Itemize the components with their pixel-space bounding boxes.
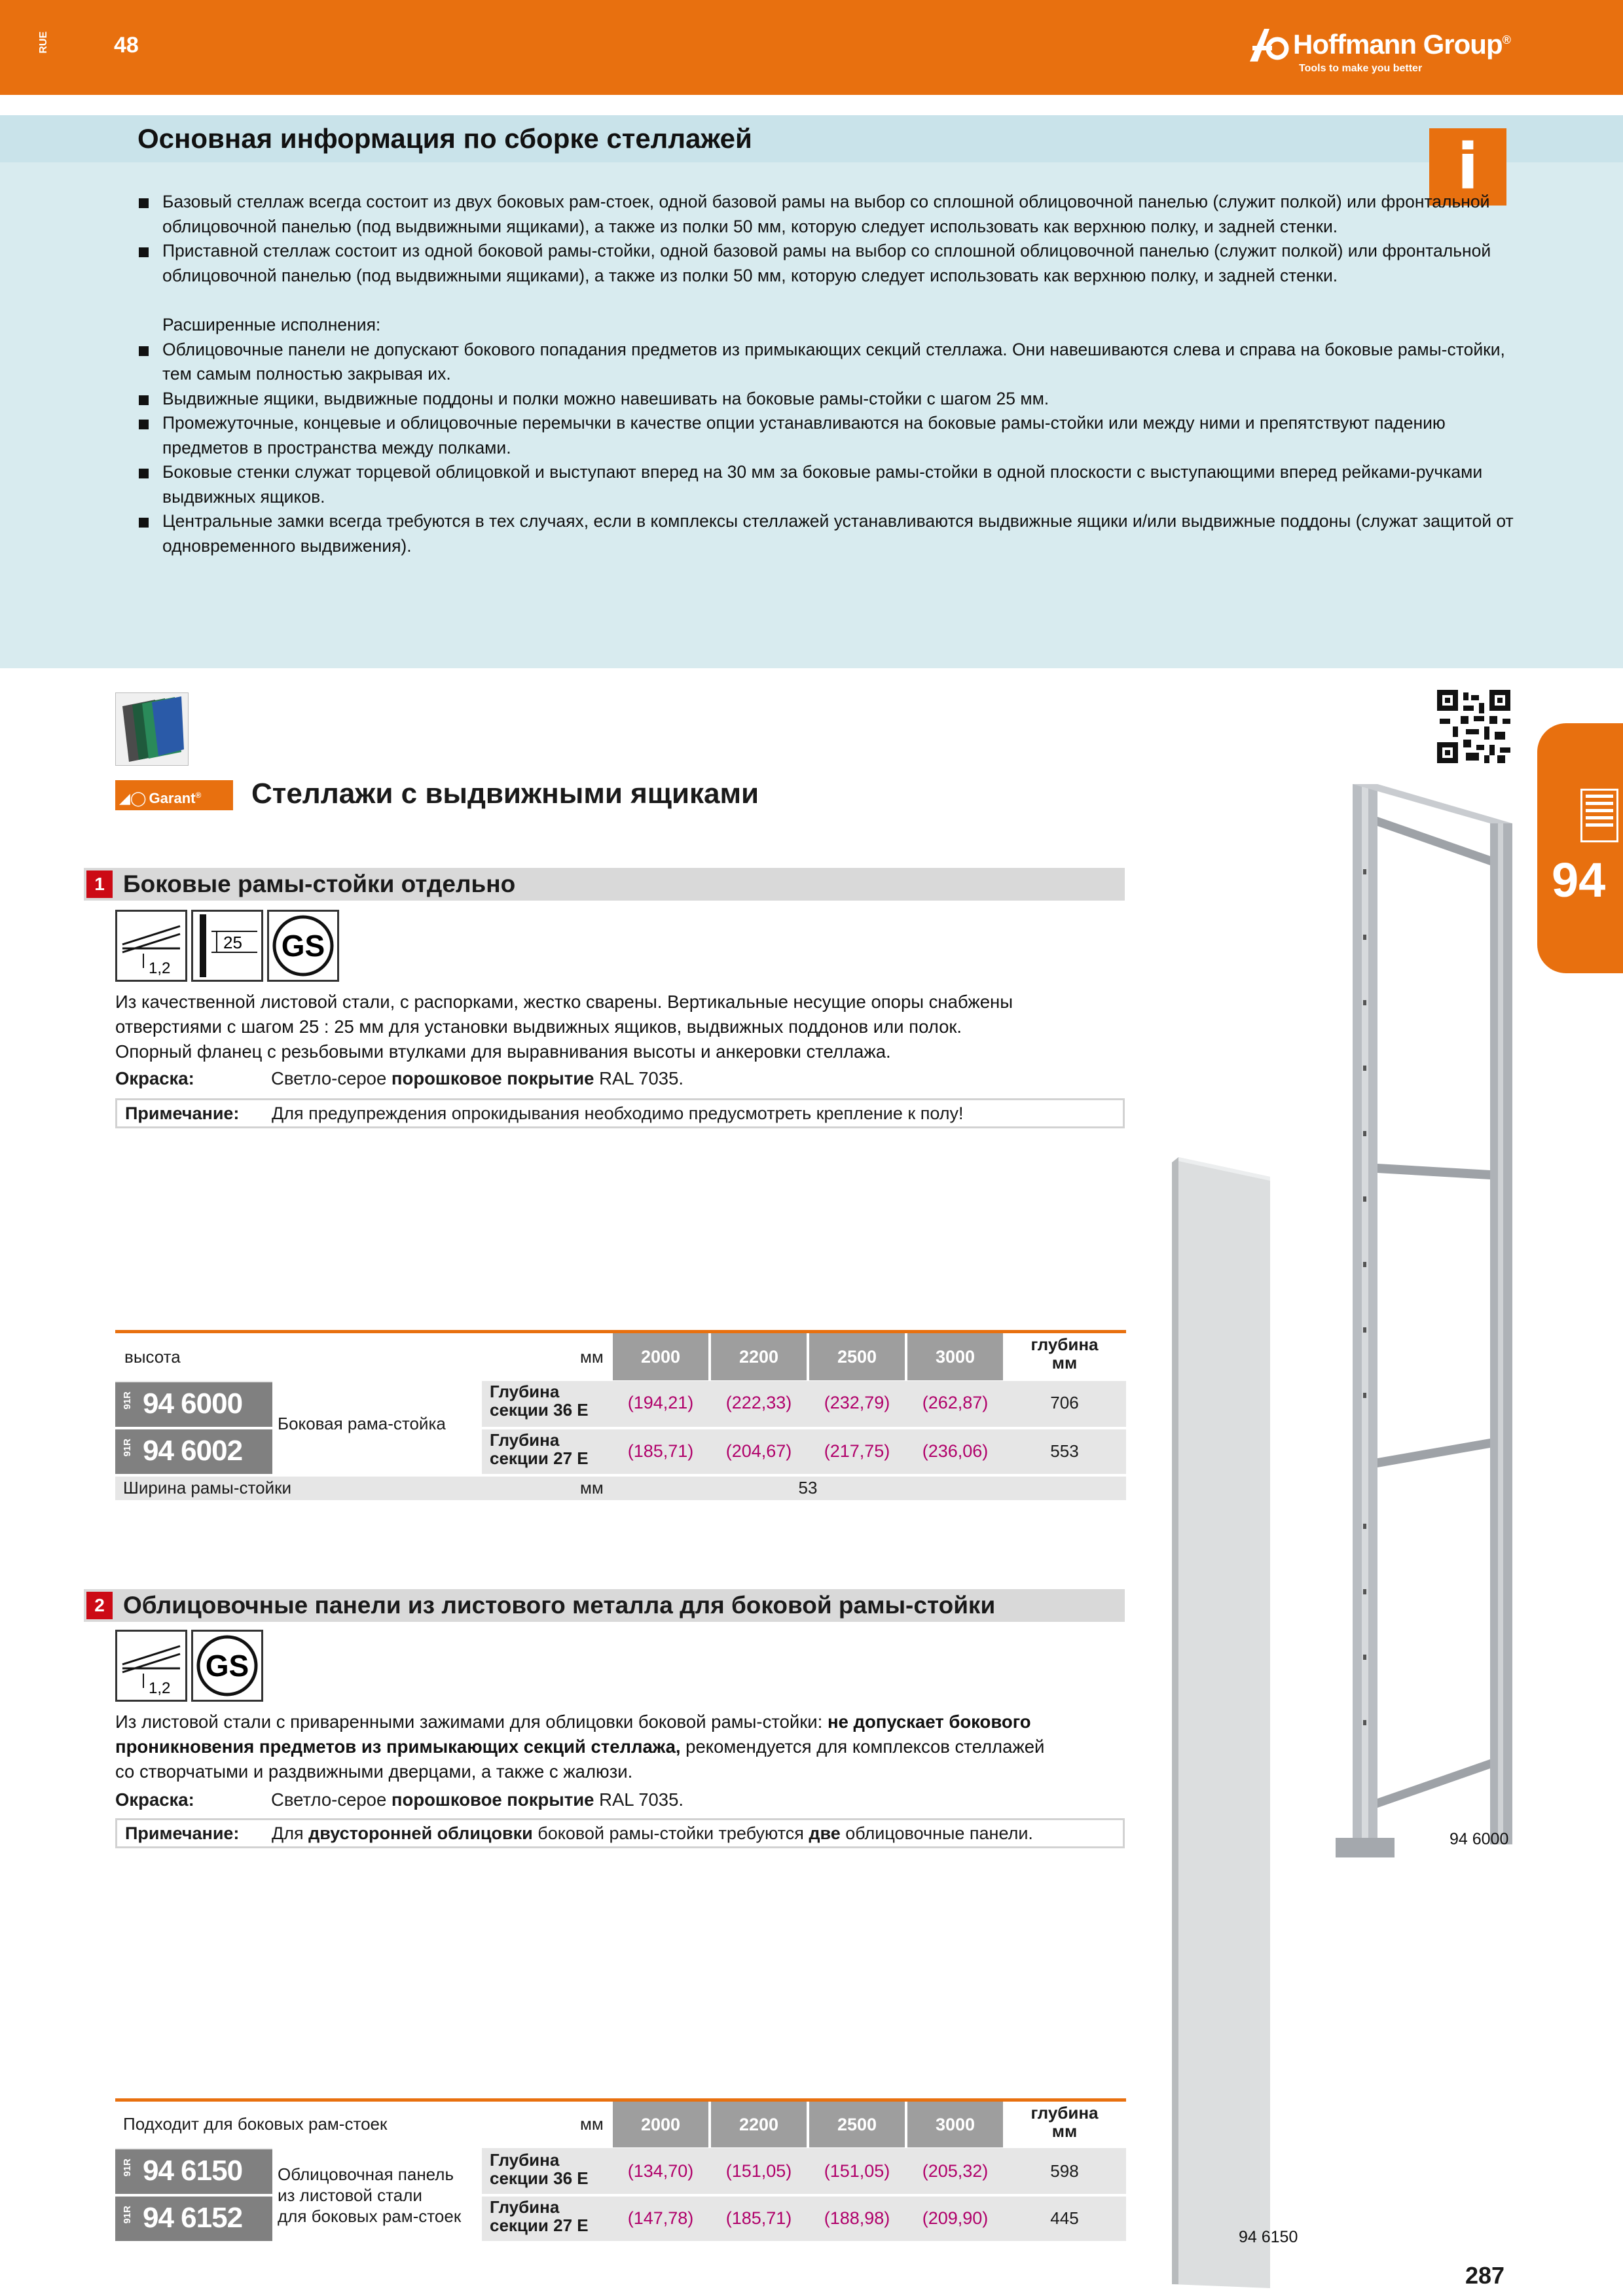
article-number-cell[interactable]: 91R 94 6002 — [115, 1429, 272, 1474]
chapter-number: 94 — [1552, 853, 1606, 907]
note-text: Для предупреждения опрокидывания необходимо предусмотреть крепление к полу! — [272, 1103, 964, 1123]
info-title: Основная информация по сборке стеллажей — [137, 123, 752, 154]
note-label: Примечание: — [125, 1823, 240, 1843]
width-label: Ширина рамы-стойки — [123, 1478, 292, 1498]
note-text: Для двусторонней облицовки боковой рамы-стойки требуются две облицовочные панели. — [272, 1823, 1033, 1843]
svg-text:GS: GS — [205, 1649, 249, 1683]
product-group-title: Стеллажи с выдвижными ящиками — [251, 778, 759, 810]
price-cell: (209,90) — [922, 2208, 989, 2228]
side-frame-image — [1336, 778, 1539, 1857]
info-bullet: Приставной стеллаж состоит из одной боковой рамы-стойки, одной базовой рамы на выбор со сплошной облицовочной панелью (служит полкой) или фронтальной облицовочной панелью (под выдвижными ящиками), а также из полки 50 мм, которую следует использовать как верхнюю полку, и задней стенки. — [139, 239, 1520, 288]
info-bullet: Центральные замки всегда требуются в тех случаях, если в комплексы стеллажей устанавливаются выдвижные ящики и/или выдвижные поддоны (служат защитой от одновременного выдвижения). — [139, 509, 1520, 558]
sheet-thickness-icon — [115, 910, 187, 982]
info-body — [139, 190, 1520, 558]
section-1-paint-text: Светло-серое порошковое покрытие RAL 7035. — [271, 1068, 684, 1088]
depth-value: 553 — [1050, 1441, 1079, 1461]
info-bullet: Боковые стенки служат торцевой облицовкой и выступают вперед на 30 мм за боковые рамы-стойки в одной плоскости с выступающими вперед рейками-ручками выдвижных ящиков. — [139, 460, 1520, 509]
width-unit: мм — [580, 1478, 604, 1498]
price-cell: (151,05) — [824, 2161, 890, 2181]
brand-name: Hoffmann Group® — [1293, 29, 1510, 60]
table-2-height-header: 2000 — [613, 2102, 708, 2147]
table-1-height-header: 2200 — [711, 1333, 807, 1380]
price-cell: (217,75) — [824, 1441, 890, 1461]
qr-code-icon[interactable] — [1437, 690, 1510, 763]
section-2-paint-text: Светло-серое порошковое покрытие RAL 7035. — [271, 1789, 684, 1810]
table-2-height-header: 2500 — [809, 2102, 905, 2147]
depth-value: 445 — [1050, 2208, 1079, 2228]
depth-value: 706 — [1050, 1393, 1079, 1412]
svg-text:1,2: 1,2 — [149, 960, 171, 977]
table-1-row-label: высота — [124, 1347, 181, 1367]
section-2-number: 2 — [86, 1592, 113, 1619]
info-bullet: Облицовочные панели не допускают бокового попадания предметов из примыкающих секций стеллажа. Они навешиваются слева и справа на боковые рамы-стойки, тем самым полностью закрывая их. — [139, 338, 1520, 387]
table-1-depth-header: глубина мм — [1030, 1335, 1099, 1372]
depth-label: Глубина секции 36 E — [490, 1382, 589, 1420]
section-1-number: 1 — [86, 870, 113, 898]
section-1-note — [115, 1098, 1125, 1128]
section-2-note — [115, 1818, 1125, 1848]
section-2-paint-label: Окраска: — [115, 1789, 194, 1810]
price-cell: (262,87) — [922, 1393, 989, 1412]
depth-label: Глубина секции 36 E — [490, 2150, 589, 2188]
desc-line: со створчатыми и раздвижными дверцами, а также с жалюзи. — [115, 1761, 633, 1782]
language-code: RUE — [38, 31, 49, 54]
price-cell: (232,79) — [824, 1393, 890, 1412]
info-bullet: Базовый стеллаж всегда состоит из двух боковых рам-стоек, одной базовой рамы на выбор со сплошной облицовочной панелью (служит полкой) или фронтальной облицовочной панелью (под выдвижными ящиками), а также из полки 50 мм, которую следует использовать как верхнюю полку, и задней стенки. — [139, 190, 1520, 239]
table-1-unit: мм — [580, 1347, 604, 1367]
price-cell: (185,71) — [725, 2208, 792, 2228]
section-2-description — [115, 1710, 1150, 1784]
section-1-paint-label: Окраска: — [115, 1068, 194, 1088]
color-swatch-image — [115, 692, 189, 766]
desc-line: Опорный фланец с резьбовыми втулками для выравнивания высоты и анкеровки стеллажа. — [115, 1041, 891, 1062]
price-cell: (205,32) — [922, 2161, 989, 2181]
article-number-cell[interactable]: 91R 94 6152 — [115, 2197, 272, 2241]
article-number-cell[interactable]: 91R 94 6150 — [115, 2149, 272, 2194]
depth-label: Глубина секции 27 E — [490, 2197, 589, 2235]
price-cell: (194,21) — [627, 1393, 694, 1412]
section-1-title: Боковые рамы-стойки отдельно — [123, 870, 516, 897]
info-bullet: Выдвижные ящики, выдвижные поддоны и полки можно навешивать на боковые рамы-стойки с шагом 25 мм. — [139, 387, 1520, 412]
chapter-tab[interactable] — [1537, 723, 1623, 973]
price-cell: (188,98) — [824, 2208, 890, 2228]
price-cell: (134,70) — [627, 2161, 694, 2181]
section-1-description — [115, 990, 1137, 1064]
price-cell: (151,05) — [725, 2161, 792, 2181]
section-2-title: Облицовочные панели из листового металла для боковой рамы-стойки — [123, 1592, 996, 1619]
table-1-height-header: 2500 — [809, 1333, 905, 1380]
desc-line: проникновения предметов из примыкающих секций стеллажа, рекомендуется для комплексов стеллажей — [115, 1736, 1045, 1757]
table-2-depth-header: глубина мм — [1030, 2103, 1099, 2141]
price-cell: (204,67) — [725, 1441, 792, 1461]
cladding-panel-image — [1172, 1157, 1270, 2288]
desc-line: отверстиями с шагом 25 : 25 мм для установки выдвижных ящиков, выдвижных поддонов или полок. — [115, 1016, 962, 1037]
svg-text:25: 25 — [223, 933, 242, 952]
depth-label: Глубина секции 27 E — [490, 1430, 589, 1468]
desc-line: Из листовой стали с приваренными зажимами для облицовки боковой рамы-стойки: не допускает бокового — [115, 1712, 1031, 1732]
price-cell: (185,71) — [627, 1441, 694, 1461]
gs-certified-icon — [267, 910, 339, 982]
frame-image-caption: 94 6000 — [1450, 1830, 1509, 1848]
garant-logo-icon: ◢◯ — [119, 790, 147, 807]
table-1-height-header: 3000 — [907, 1333, 1003, 1380]
info-extended-label: Расширенные исполнения: — [162, 315, 381, 334]
page-number-top: 48 — [114, 33, 139, 58]
width-value: 53 — [798, 1478, 818, 1498]
article-number-cell[interactable]: 91R 94 6000 — [115, 1382, 272, 1427]
table-2-height-header: 3000 — [907, 2102, 1003, 2147]
desc-line: Из качественной листовой стали, с распорками, жестко сварены. Вертикальные несущие опоры снабжены — [115, 992, 1013, 1012]
table-2-height-header: 2200 — [711, 2102, 807, 2147]
drawer-cabinet-icon — [1580, 789, 1618, 842]
svg-text:1,2: 1,2 — [149, 1679, 171, 1697]
sheet-thickness-icon — [115, 1630, 187, 1702]
table-1-desc: Боковая рама-стойка — [278, 1414, 446, 1433]
note-label: Примечание: — [125, 1103, 240, 1123]
price-cell: (222,33) — [725, 1393, 792, 1412]
brand-tagline: Tools to make you better — [1299, 63, 1423, 74]
gs-certified-icon — [191, 1630, 263, 1702]
table-2-row-label: Подходит для боковых рам-стоек — [123, 2114, 388, 2134]
svg-text:GS: GS — [281, 929, 325, 963]
table-1-height-header: 2000 — [613, 1333, 708, 1380]
price-cell: (147,78) — [627, 2208, 694, 2228]
hoffmann-logo-icon — [1247, 26, 1289, 63]
info-bullet: Промежуточные, концевые и облицовочные перемычки в качестве опции устанавливаются на боковые рамы-стойки или между ними и препятствуют падению предметов в пространства между полками. — [139, 411, 1520, 460]
info-icon: i — [1429, 128, 1506, 206]
table-2-desc: Облицовочная панель из листовой стали для боковых рам-стоек — [278, 2164, 462, 2226]
price-cell: (236,06) — [922, 1441, 989, 1461]
table-2-unit: мм — [580, 2114, 604, 2134]
depth-value: 598 — [1050, 2161, 1079, 2181]
panel-image-caption: 94 6150 — [1239, 2228, 1298, 2246]
garant-brand-badge: ◢◯ Garant® — [115, 780, 233, 810]
hole-pitch-icon — [191, 910, 263, 982]
page-number: 287 — [1465, 2262, 1505, 2289]
